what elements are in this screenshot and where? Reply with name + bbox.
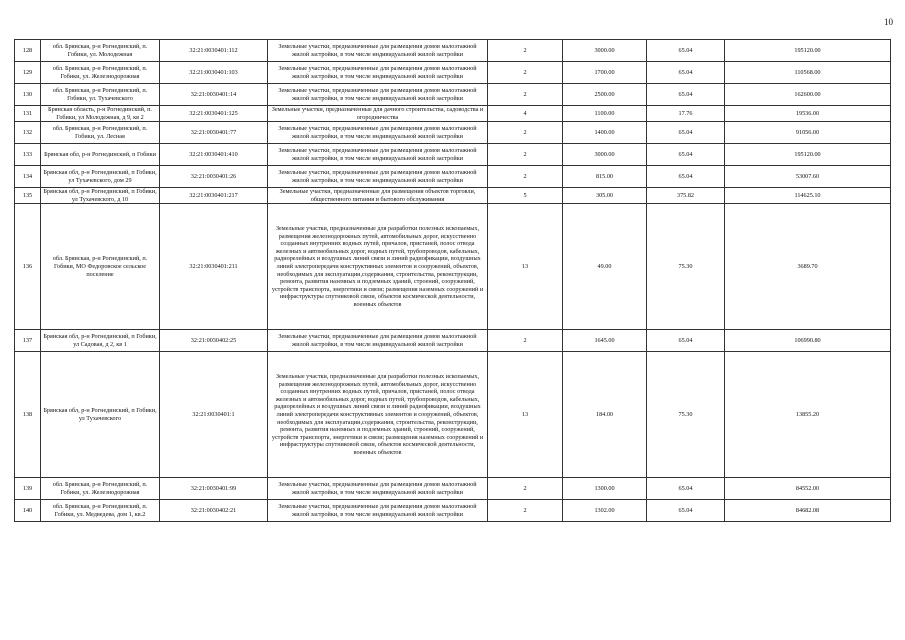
table-row: [15, 500, 891, 522]
cadastral-value-rate-cell: 65.04: [647, 122, 725, 144]
area-cell: 1302.00: [563, 500, 647, 522]
row-number: 135: [15, 188, 41, 204]
area-cell: 184.00: [563, 352, 647, 478]
group-number-cell: 2: [488, 144, 563, 166]
land-purpose-cell: Земельные участки, предназначенные для дачного строительства, садоводства и огородничества: [268, 106, 488, 122]
row-number: 134: [15, 166, 41, 188]
table-row: [15, 40, 891, 62]
cadastral-value-rate-cell: 65.04: [647, 166, 725, 188]
cadastral-value-cell: 19536.00: [725, 106, 891, 122]
area-cell: 1400.00: [563, 122, 647, 144]
address-cell: обл. Брянская, р-н Рогнединский, п. Гобики, ул. Медведева, дом 1, кв.2: [41, 500, 160, 522]
cadastral-number-cell: 32:21:0030401:217: [160, 188, 268, 204]
land-purpose-cell: Земельные участки, предназначенные для размещения домов малоэтажной жилой застройки, в том числе индивидуальной жилой застройки: [268, 330, 488, 352]
row-number: 129: [15, 62, 41, 84]
group-number-cell: 13: [488, 204, 563, 330]
cadastral-value-rate-cell: 65.04: [647, 62, 725, 84]
land-purpose-cell: Земельные участки, предназначенные для разработки полезных ископаемых, размещения железнодорожных путей, автомобильных дорог, искусственно созданных внутренних водных путей, причалов, пристаней, полос отвода железных и автомобильных дорог, водных путей, трубопроводов, кабельных, радиорелейных и воздушных линий связи и линий радиофикации, воздушных линий электропередачи конструктивных элементов и сооружений, объектов, необходимых для эксплуатации,содержания, строительства, реконструкции, ремонта, развития наземных и подземных зданий, строений, сооружений, устройств транспорта, энергетики и связи; размещения наземных сооружений и инфраструктуры спутниковой связи, объектов космической деятельности, военных объектов: [268, 352, 488, 478]
address-cell: Брянская обл, р-н Рогнединский, п Гобики, ул Садовая, д 2, кв 1: [41, 330, 160, 352]
table-row: [15, 166, 891, 188]
cadastral-value-rate-cell: 75.30: [647, 352, 725, 478]
cadastral-number-cell: 32:21:0030401:1: [160, 352, 268, 478]
cadastral-value-cell: 13855.20: [725, 352, 891, 478]
group-number-cell: 2: [488, 478, 563, 500]
cadastral-value-cell: 84682.08: [725, 500, 891, 522]
row-number: 137: [15, 330, 41, 352]
land-purpose-cell: Земельные участки, предназначенные для размещения объектов торговли, общественного питания и бытового обслуживания: [268, 188, 488, 204]
land-purpose-cell: Земельные участки, предназначенные для размещения домов малоэтажной жилой застройки, в том числе индивидуальной жилой застройки: [268, 40, 488, 62]
area-cell: 3000.00: [563, 40, 647, 62]
row-number: 138: [15, 352, 41, 478]
table-row: [15, 188, 891, 204]
row-number: 139: [15, 478, 41, 500]
table-row: [15, 122, 891, 144]
table-row: [15, 144, 891, 166]
table-body: [15, 40, 891, 522]
address-cell: обл. Брянская, р-н Рогнединский, п. Гобики, ул. Тухачевского: [41, 84, 160, 106]
row-number: 130: [15, 84, 41, 106]
cadastral-value-cell: 84552.00: [725, 478, 891, 500]
group-number-cell: 2: [488, 330, 563, 352]
address-cell: обл. Брянская, р-н Рогнединский, п. Гобики, ул. Железнодорожная: [41, 62, 160, 84]
address-cell: Брянская обл, р-н Рогнединский, п Гобики: [41, 144, 160, 166]
group-number-cell: 2: [488, 62, 563, 84]
cadastral-number-cell: 32:21:0030401:112: [160, 40, 268, 62]
cadastral-value-cell: 3689.70: [725, 204, 891, 330]
row-number: 136: [15, 204, 41, 330]
area-cell: 1100.00: [563, 106, 647, 122]
address-cell: обл. Брянская, р-н Рогнединский, п. Гобики, ул. Молодежная: [41, 40, 160, 62]
area-cell: 305.00: [563, 188, 647, 204]
row-number: 131: [15, 106, 41, 122]
cadastral-number-cell: 32:21:0030401:410: [160, 144, 268, 166]
table-row: [15, 204, 891, 330]
area-cell: 2500.00: [563, 84, 647, 106]
group-number-cell: 2: [488, 40, 563, 62]
cadastral-value-cell: 110568.00: [725, 62, 891, 84]
cadastral-number-cell: 32:21:0030402:25: [160, 330, 268, 352]
cadastral-number-cell: 32:21:0030401:14: [160, 84, 268, 106]
land-plots-table: [14, 39, 891, 522]
group-number-cell: 2: [488, 500, 563, 522]
land-purpose-cell: Земельные участки, предназначенные для размещения домов малоэтажной жилой застройки, в том числе индивидуальной жилой застройки: [268, 144, 488, 166]
cadastral-value-cell: 195120.00: [725, 40, 891, 62]
group-number-cell: 4: [488, 106, 563, 122]
table-row: [15, 62, 891, 84]
area-cell: 1300.00: [563, 478, 647, 500]
cadastral-value-cell: 91056.00: [725, 122, 891, 144]
cadastral-number-cell: 32:21:0030402:21: [160, 500, 268, 522]
table-row: [15, 106, 891, 122]
group-number-cell: 13: [488, 352, 563, 478]
cadastral-value-cell: 53007.60: [725, 166, 891, 188]
cadastral-value-rate-cell: 65.04: [647, 40, 725, 62]
cadastral-value-rate-cell: 65.04: [647, 500, 725, 522]
group-number-cell: 2: [488, 84, 563, 106]
area-cell: 815.00: [563, 166, 647, 188]
cadastral-value-rate-cell: 65.04: [647, 84, 725, 106]
land-purpose-cell: Земельные участки, предназначенные для размещения домов малоэтажной жилой застройки, в том числе индивидуальной жилой застройки: [268, 500, 488, 522]
cadastral-number-cell: 32:21:0030401:211: [160, 204, 268, 330]
table-row: [15, 330, 891, 352]
group-number-cell: 2: [488, 166, 563, 188]
land-purpose-cell: Земельные участки, предназначенные для размещения домов малоэтажной жилой застройки, в том числе индивидуальной жилой застройки: [268, 122, 488, 144]
land-purpose-cell: Земельные участки, предназначенные для размещения домов малоэтажной жилой застройки, в том числе индивидуальной жилой застройки: [268, 84, 488, 106]
table-row: [15, 352, 891, 478]
table-row: [15, 478, 891, 500]
group-number-cell: 2: [488, 122, 563, 144]
row-number: 128: [15, 40, 41, 62]
cadastral-value-rate-cell: 65.04: [647, 330, 725, 352]
cadastral-value-rate-cell: 65.04: [647, 144, 725, 166]
cadastral-value-cell: 106990.80: [725, 330, 891, 352]
cadastral-number-cell: 32:21:0030401:125: [160, 106, 268, 122]
land-purpose-cell: Земельные участки, предназначенные для размещения домов малоэтажной жилой застройки, в том числе индивидуальной жилой застройки: [268, 478, 488, 500]
land-purpose-cell: Земельные участки, предназначенные для размещения домов малоэтажной жилой застройки, в том числе индивидуальной жилой застройки: [268, 166, 488, 188]
land-purpose-cell: Земельные участки, предназначенные для размещения домов малоэтажной жилой застройки, в том числе индивидуальной жилой застройки: [268, 62, 488, 84]
cadastral-number-cell: 32:21:0030401:99: [160, 478, 268, 500]
row-number: 140: [15, 500, 41, 522]
address-cell: обл. Брянская, р-н Рогнединский, п. Гобики, МО Федоровское сельское поселение: [41, 204, 160, 330]
address-cell: Брянская обл, р-н Рогнединский, п Гобики, ул Тухачевского: [41, 352, 160, 478]
table-row: [15, 84, 891, 106]
cadastral-number-cell: 32:21:0030401:103: [160, 62, 268, 84]
address-cell: обл. Брянская, р-н Рогнединский, п. Гобики, ул. Железнодорожная: [41, 478, 160, 500]
address-cell: обл. Брянская, р-н Рогнединский, п. Гобики, ул. Лесная: [41, 122, 160, 144]
cadastral-value-rate-cell: 65.04: [647, 478, 725, 500]
area-cell: 1645.00: [563, 330, 647, 352]
cadastral-value-cell: 114625.10: [725, 188, 891, 204]
land-purpose-cell: Земельные участки, предназначенные для разработки полезных ископаемых, размещения железнодорожных путей, автомобильных дорог, искусственно созданных внутренних водных путей, причалов, пристаней, полос отвода железных и автомобильных дорог, водных путей, трубопроводов, кабельных, радиорелейных и воздушных линий связи и линий радиофикации, воздушных линий электропередачи конструктивных элементов и сооружений, объектов, необходимых для эксплуатации,содержания, строительства, реконструкции, ремонта, развития наземных и подземных зданий, строений, сооружений, устройств транспорта, энергетики и связи; размещения наземных сооружений и инфраструктуры спутниковой связи, объектов космической деятельности, военных объектов: [268, 204, 488, 330]
cadastral-number-cell: 32:21:0030401:77: [160, 122, 268, 144]
cadastral-number-cell: 32:21:0030401:26: [160, 166, 268, 188]
cadastral-value-cell: 162600.00: [725, 84, 891, 106]
group-number-cell: 5: [488, 188, 563, 204]
cadastral-value-rate-cell: 75.30: [647, 204, 725, 330]
address-cell: Брянская обл, р-н Рогнединский, п Гобики, ул Тухачевского, дом 29: [41, 166, 160, 188]
cadastral-value-rate-cell: 375.82: [647, 188, 725, 204]
row-number: 133: [15, 144, 41, 166]
address-cell: Брянская область, р-н Рогнединский, п. Гобики, ул Молодежная, д 9, кв 2: [41, 106, 160, 122]
row-number: 132: [15, 122, 41, 144]
area-cell: 3000.00: [563, 144, 647, 166]
area-cell: 1700.00: [563, 62, 647, 84]
page-number: 10: [884, 17, 893, 27]
cadastral-value-rate-cell: 17.76: [647, 106, 725, 122]
address-cell: Брянская обл, р-н Рогнединский, п Гобики, ул Тухачевского, д 10: [41, 188, 160, 204]
area-cell: 49.00: [563, 204, 647, 330]
cadastral-value-cell: 195120.00: [725, 144, 891, 166]
